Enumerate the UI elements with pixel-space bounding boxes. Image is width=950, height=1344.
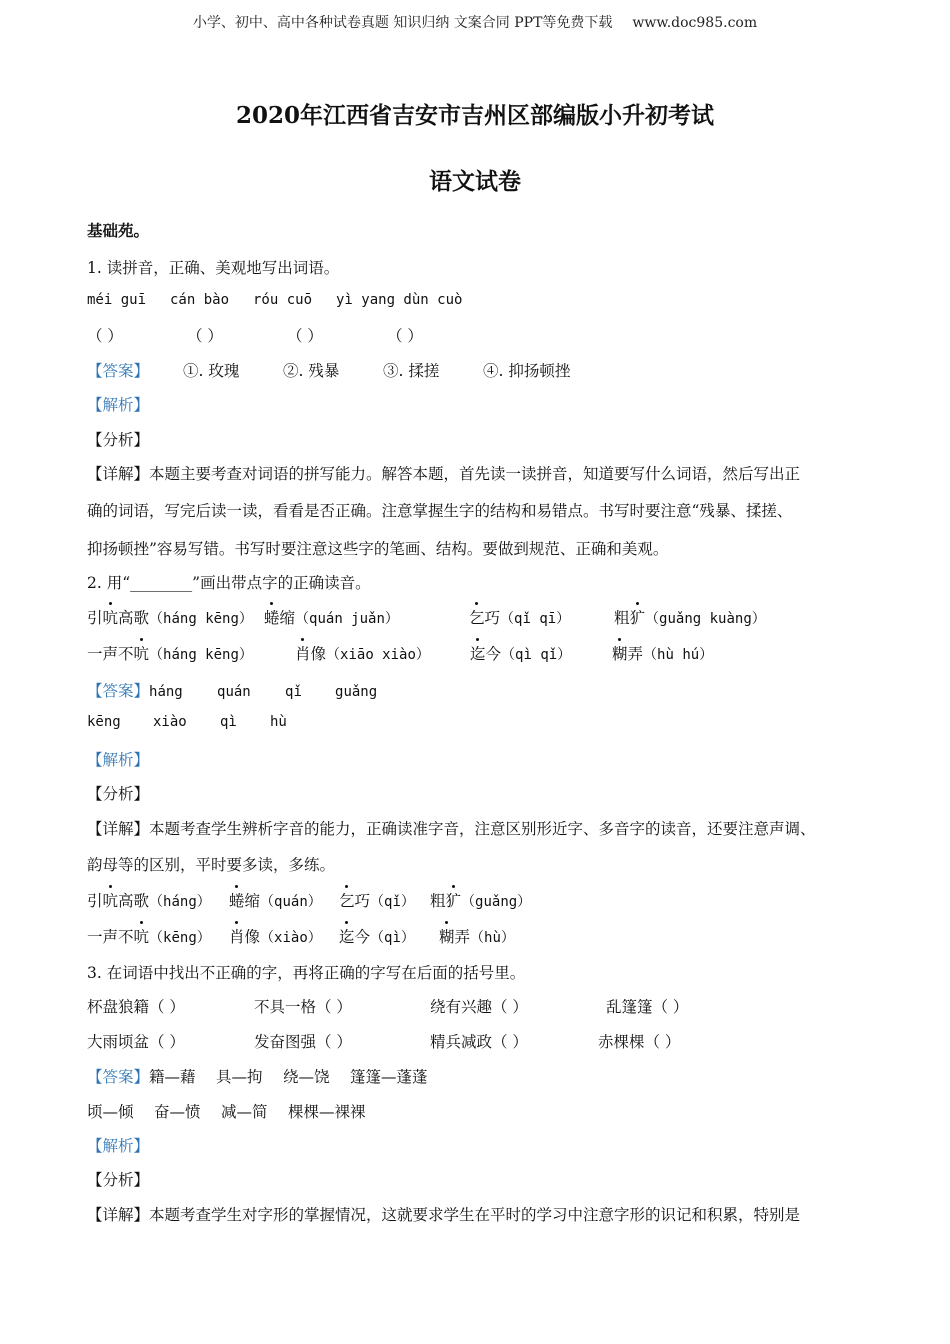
q1-blank: （ ） [87,327,123,345]
q2-dotted-char: 吭 [103,889,119,911]
q2-dotted-char: 犷 [446,889,462,911]
q2-item-text: 一声不 [87,645,134,663]
q1-answer-item: ②. 残暴 [283,362,340,380]
q2-item [612,642,713,664]
fenxi-tag: 【分析】 [87,785,150,803]
q2-dotted-char: 糊 [439,925,455,947]
q2-item-text: 缩 [279,609,296,627]
q2-item-text: 引 [87,609,103,627]
q2-dotted-char: 蜷 [229,889,245,911]
q3-item: 发奋图强（ ） [254,1033,352,1051]
q2-options: （háng） [149,894,211,910]
q2-answer-item: háng [149,684,183,700]
q2-answer-line2 [87,714,287,730]
q2-answer-item: hù [270,714,287,730]
q2-item-text: 巧 [354,892,371,910]
q2-item-text: 像 [244,928,261,946]
q2-dotted-char: 糊 [612,642,628,664]
q1-pinyin: méi guī [87,292,147,308]
q2-item-text: 巧 [484,609,501,627]
q1-answer-item: ③. 揉搓 [383,362,440,380]
q1-blank: （ ） [387,327,423,345]
q2-answer-item: qì [220,714,237,730]
q3-answer-item: 棵棵—裸裸 [288,1103,366,1121]
q2-item-text: 弄 [454,928,471,946]
q1-answer-item: ①. 玫瑰 [183,362,240,380]
q2-solution-item [87,889,229,911]
q2-detail-line [87,817,816,839]
q2-dotted-char: 吭 [103,606,119,628]
detail-tag: 【详解】 [87,465,150,483]
q2-item-text: 引 [87,892,103,910]
q3-row2 [87,1030,680,1052]
q2-options: （xiāo xiào） [326,647,430,663]
q2-dotted-char: 犷 [630,606,646,628]
q1-detail-text: 本题主要考查对词语的拼写能力。解答本题，首先读一读拼音，知道要写什么词语，然后写出正 [149,465,801,483]
q2-item [87,606,264,628]
section-heading: 基础苑。 [87,221,150,240]
q2-solution-item [229,889,339,911]
q3-answer-item: 籍—藉 [149,1068,196,1086]
q2-solution-item [439,925,515,947]
q2-item [470,642,612,664]
q2-item [87,642,295,664]
header-text: 小学、初中、高中各种试卷真题 知识归纳 文案合同 PPT等免费下载 [192,15,613,31]
q1-blank: （ ） [287,327,323,345]
q3-stem: 3. 在词语中找出不正确的字，再将正确的字写在后面的括号里。 [87,964,526,982]
q2-dotted-char: 乞 [469,606,485,628]
q3-answer-item: 顷—倾 [87,1103,134,1121]
q2-item-text: 像 [310,645,327,663]
fenxi-tag: 【分析】 [87,1171,150,1189]
q3-answer-item: 绕—饶 [283,1068,330,1086]
q2-answer-item: kēng [87,714,121,730]
q2-item [469,606,614,628]
q3-row1 [87,995,688,1017]
q3-answer-line2 [87,1100,366,1122]
q1-blank: （ ） [187,327,223,345]
header-site: www.doc985.com [632,15,758,31]
q2-item-text: 粗 [430,892,446,910]
q2-detail-text: 本题考查学生辨析字音的能力，正确读准字音，注意区别形近字、多音字的读音，还要注意声调、 [149,820,816,838]
q1-detail-line: 确的词语，写完后读一读，看看是否正确。注意掌握生字的结构和易错点。书写时要注意“残暴、揉搓、 [87,502,793,520]
q2-solution-row1 [87,889,531,911]
page-subtitle: 语文试卷 [429,168,521,195]
q2-item [614,606,766,628]
q1-pinyin: cán bào [170,292,230,308]
detail-tag: 【详解】 [87,1206,150,1224]
q1-stem: 1. 读拼音，正确、美观地写出词语。 [87,259,340,277]
q3-item: 乱篷篷（ ） [606,998,689,1016]
q2-row1 [87,606,766,628]
q3-answer-item: 奋—愤 [154,1103,201,1121]
q2-item-text: 弄 [627,645,644,663]
q2-item-text: 一声不 [87,928,134,946]
q3-item: 不具一格（ ） [254,998,352,1016]
q1-pinyin: róu cuō [253,292,313,308]
q1-pinyin-row [87,292,462,308]
q2-solution-row2 [87,925,515,947]
q2-options: （háng kēng） [149,647,253,663]
q2-dotted-char: 肖 [295,642,311,664]
q3-item: 赤棵棵（ ） [598,1033,681,1051]
q2-options: （xiào） [260,930,322,946]
q2-answer-item: quán [217,684,251,700]
q2-item [264,606,469,628]
q3-answer-item: 具—拘 [216,1068,263,1086]
q2-options: （qì qǐ） [501,647,572,663]
fenxi-tag: 【分析】 [87,431,150,449]
q2-item-text: 今 [485,645,502,663]
q3-item: 杯盘狼籍（ ） [87,998,185,1016]
q2-item-text: 高歌 [118,609,150,627]
q1-detail-line [87,462,800,484]
q2-options: （qǐ） [370,894,415,910]
q2-dotted-char: 吭 [134,925,150,947]
q2-dotted-char: 迄 [470,642,486,664]
q2-solution-item [339,925,439,947]
jiexi-tag: 【解析】 [87,1137,150,1155]
q2-dotted-char: 迄 [339,925,355,947]
q1-detail-line: 抑扬顿挫”容易写错。书写时要注意这些字的笔画、结构。要做到规范、正确和美观。 [87,540,669,558]
q1-answer-item: ④. 抑扬顿挫 [483,362,571,380]
q3-item: 大雨顷盆（ ） [87,1033,185,1051]
q3-answer [87,1065,428,1087]
q2-solution-item [229,925,339,947]
q2-item [295,642,470,664]
detail-tag: 【详解】 [87,820,150,838]
q2-options: （guǎng kuàng） [645,611,766,627]
q2-solution-item [87,925,229,947]
q1-pinyin: yì yang dùn cuò [336,292,463,308]
q2-options: （háng kēng） [149,611,253,627]
q3-answer-item: 篷篷—蓬蓬 [350,1068,428,1086]
q1-answer [87,359,570,381]
q2-row2 [87,642,713,664]
q2-options: （quán） [260,894,322,910]
page-header [0,12,950,32]
q2-item-text: 缩 [244,892,261,910]
q2-answer-item: guǎng [335,684,378,700]
q2-detail-line: 韵母等的区别，平时要多读，多练。 [87,856,336,874]
page-title: 2020年江西省吉安市吉州区部编版小升初考试 [235,102,714,129]
answer-tag: 【答案】 [87,1068,150,1086]
q3-answer-item: 减—简 [221,1103,268,1121]
q2-solution-item [339,889,430,911]
q2-dotted-char: 乞 [339,889,355,911]
q2-options: （hù hú） [643,647,714,663]
q2-item-text: 高歌 [118,892,150,910]
q2-options: （guǎng） [461,894,532,910]
q3-detail-line [87,1203,800,1225]
q2-answer [87,679,377,701]
q2-options: （quán juǎn） [295,611,399,627]
q2-answer-item: qǐ [285,684,302,700]
q2-answer-item: xiào [153,714,187,730]
q2-dotted-char: 蜷 [264,606,280,628]
answer-tag: 【答案】 [87,682,150,700]
q1-blank-row [87,324,423,346]
q2-options: （qì） [370,930,415,946]
q2-item-text: 今 [354,928,371,946]
q3-item: 精兵减政（ ） [430,1033,528,1051]
jiexi-tag: 【解析】 [87,396,150,414]
jiexi-tag: 【解析】 [87,751,150,769]
answer-tag: 【答案】 [87,362,150,380]
q2-dotted-char: 肖 [229,925,245,947]
q2-options: （hù） [470,930,515,946]
q2-item-text: 粗 [614,609,630,627]
q3-item: 绕有兴趣（ ） [430,998,528,1016]
q2-options: （kēng） [149,930,211,946]
q2-stem: 2. 用“________”画出带点字的正确读音。 [87,574,371,592]
q3-detail-text: 本题考查学生对字形的掌握情况，这就要求学生在平时的学习中注意字形的识记和积累，特别是 [149,1206,801,1224]
q2-dotted-char: 吭 [134,642,150,664]
q2-options: （qǐ qī） [500,611,571,627]
q2-solution-item [430,889,531,911]
